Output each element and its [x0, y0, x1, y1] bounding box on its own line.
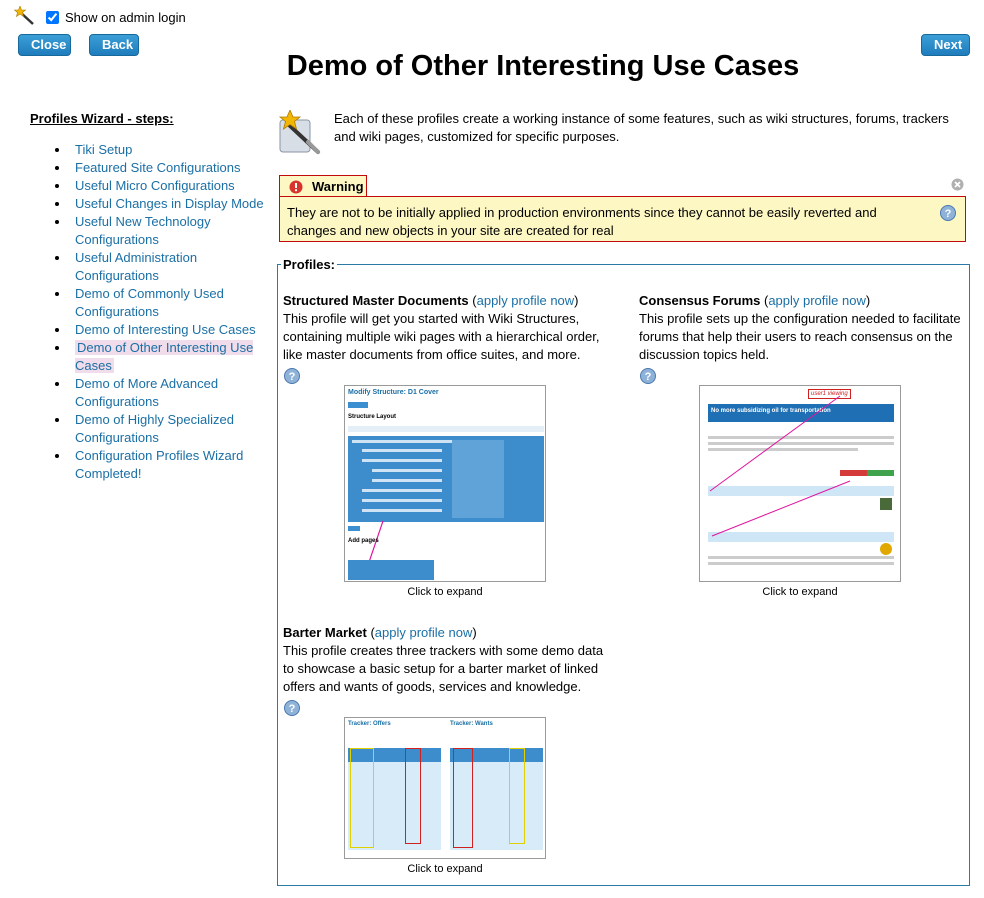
step-link[interactable]: Featured Site Configurations [75, 160, 241, 175]
thumbnail-subtitle: Structure Layout [348, 414, 397, 420]
profile-structured-master-documents: Structured Master Documents (apply profile now) This profile will get you started with Wiki Structures, containing multiple wiki pages with a hierarchical order, like master documents from office suites, and more. [283, 293, 600, 362]
step-link[interactable]: Demo of More Advanced Configurations [75, 376, 219, 409]
show-on-admin-login-checkbox[interactable] [46, 11, 59, 24]
wizard-wand-icon [14, 6, 36, 26]
step-item[interactable] [70, 321, 265, 339]
profile-description: This profile creates three trackers with some demo data to showcase a basic setup for a barter market of linked offers and wants of goods, services and knowledge. [283, 643, 604, 694]
close-icon[interactable] [951, 178, 964, 191]
thumbnail-arrows [700, 386, 901, 582]
profile-title: Barter Market [283, 625, 367, 640]
barter-screenshot-thumbnail[interactable] [344, 717, 546, 859]
apply-profile-link[interactable]: apply profile now [374, 625, 473, 640]
thumbnail-wants-title: Tracker: Wants [450, 721, 493, 727]
wizard-intro-icon [278, 110, 324, 156]
profile-barter-market: Barter Market (apply profile now) This profile creates three trackers with some demo data to showcase a basic setup for a barter market of linked offers and wants of goods, services and knowledge. [283, 625, 604, 694]
thumbnail-arrow [345, 386, 546, 582]
profile-description: This profile sets up the configuration needed to facilitate forums that help their users to reach consensus on the discussion topics held. [639, 311, 961, 362]
profile-consensus-forums: Consensus Forums (apply profile now) This profile sets up the configuration needed to facilitate forums that help their users to reach consensus on the discussion topics held. [639, 293, 961, 362]
svg-text:?: ? [288, 371, 296, 383]
profile-title: Consensus Forums [639, 293, 761, 308]
apply-profile-link[interactable]: apply profile now [768, 293, 866, 308]
step-item[interactable] [70, 447, 265, 483]
help-icon[interactable] [284, 368, 300, 384]
wizard-steps-title: Profiles Wizard - steps: [30, 111, 174, 126]
step-link[interactable]: Tiki Setup [75, 142, 133, 157]
wizard-steps-list [40, 141, 265, 483]
step-item[interactable] [70, 285, 265, 321]
step-item[interactable] [70, 177, 265, 195]
step-item[interactable] [70, 411, 265, 447]
page-title: Demo of Other Interesting Use Cases [286, 50, 800, 82]
current-step-label: Demo of Other Interesting Use Cases [75, 340, 254, 373]
step-link[interactable]: Demo of Commonly Used Configurations [75, 286, 224, 319]
next-button[interactable]: Next [921, 34, 970, 56]
structure-screenshot-thumbnail[interactable] [344, 385, 546, 582]
click-to-expand-caption: Click to expand [407, 863, 483, 875]
step-item[interactable] [70, 375, 265, 411]
profiles-legend: Profiles: [283, 257, 336, 272]
thumbnail-title: No more subsidizing oil for transportation [708, 404, 894, 422]
thumbnail-offers-title: Tracker: Offers [348, 721, 391, 727]
profile-title: Structured Master Documents [283, 293, 469, 308]
help-icon[interactable] [640, 368, 656, 384]
svg-text:?: ? [944, 208, 952, 220]
intro-text: Each of these profiles create a working instance of some features, such as wiki structures, forums, trackers and wiki pages, customized for specific purposes. [334, 111, 949, 144]
step-link[interactable]: Useful Administration Configurations [75, 250, 198, 283]
help-icon[interactable] [940, 205, 956, 221]
show-on-admin-login-label: Show on admin login [65, 10, 186, 25]
warning-box [279, 196, 966, 242]
thumbnail-title: Modify Structure: D1 Cover [348, 389, 439, 396]
warning-icon [289, 180, 303, 194]
svg-text:?: ? [644, 371, 652, 383]
back-button[interactable]: Back [89, 34, 139, 56]
thumbnail-add-list [348, 560, 434, 580]
step-item[interactable] [70, 159, 265, 177]
click-to-expand-caption: Click to expand [407, 586, 483, 598]
close-button[interactable]: Close [18, 34, 71, 56]
apply-profile-link[interactable]: apply profile now [476, 293, 575, 308]
step-link[interactable]: Demo of Interesting Use Cases [75, 322, 256, 337]
step-link[interactable]: Configuration Profiles Wizard Completed! [75, 448, 244, 481]
help-icon[interactable] [284, 700, 300, 716]
thumbnail-viewing-tag: user1 viewing [808, 389, 851, 399]
step-item[interactable] [70, 141, 265, 159]
step-item[interactable] [70, 249, 265, 285]
step-item-current [70, 339, 265, 375]
step-item[interactable] [70, 195, 265, 213]
warning-title: Warning [312, 179, 364, 194]
step-link[interactable]: Useful Micro Configurations [75, 178, 235, 193]
step-link[interactable]: Useful New Technology Configurations [75, 214, 211, 247]
step-link[interactable]: Useful Changes in Display Mode [75, 196, 264, 211]
click-to-expand-caption: Click to expand [762, 586, 838, 598]
svg-text:?: ? [288, 703, 296, 715]
step-item[interactable] [70, 213, 265, 249]
thumbnail-add-pages: Add pages [348, 538, 379, 544]
warning-header [279, 175, 367, 197]
profile-description: This profile will get you started with Wiki Structures, containing multiple wiki pages with a hierarchical order, like master documents from office suites, and more. [283, 311, 600, 362]
forum-screenshot-thumbnail[interactable] [699, 385, 901, 582]
warning-text: They are not to be initially applied in production environments since they cannot be easily reverted and changes and new objects in your site are created for real [287, 205, 877, 238]
step-link[interactable]: Demo of Highly Specialized Configurations [75, 412, 234, 445]
